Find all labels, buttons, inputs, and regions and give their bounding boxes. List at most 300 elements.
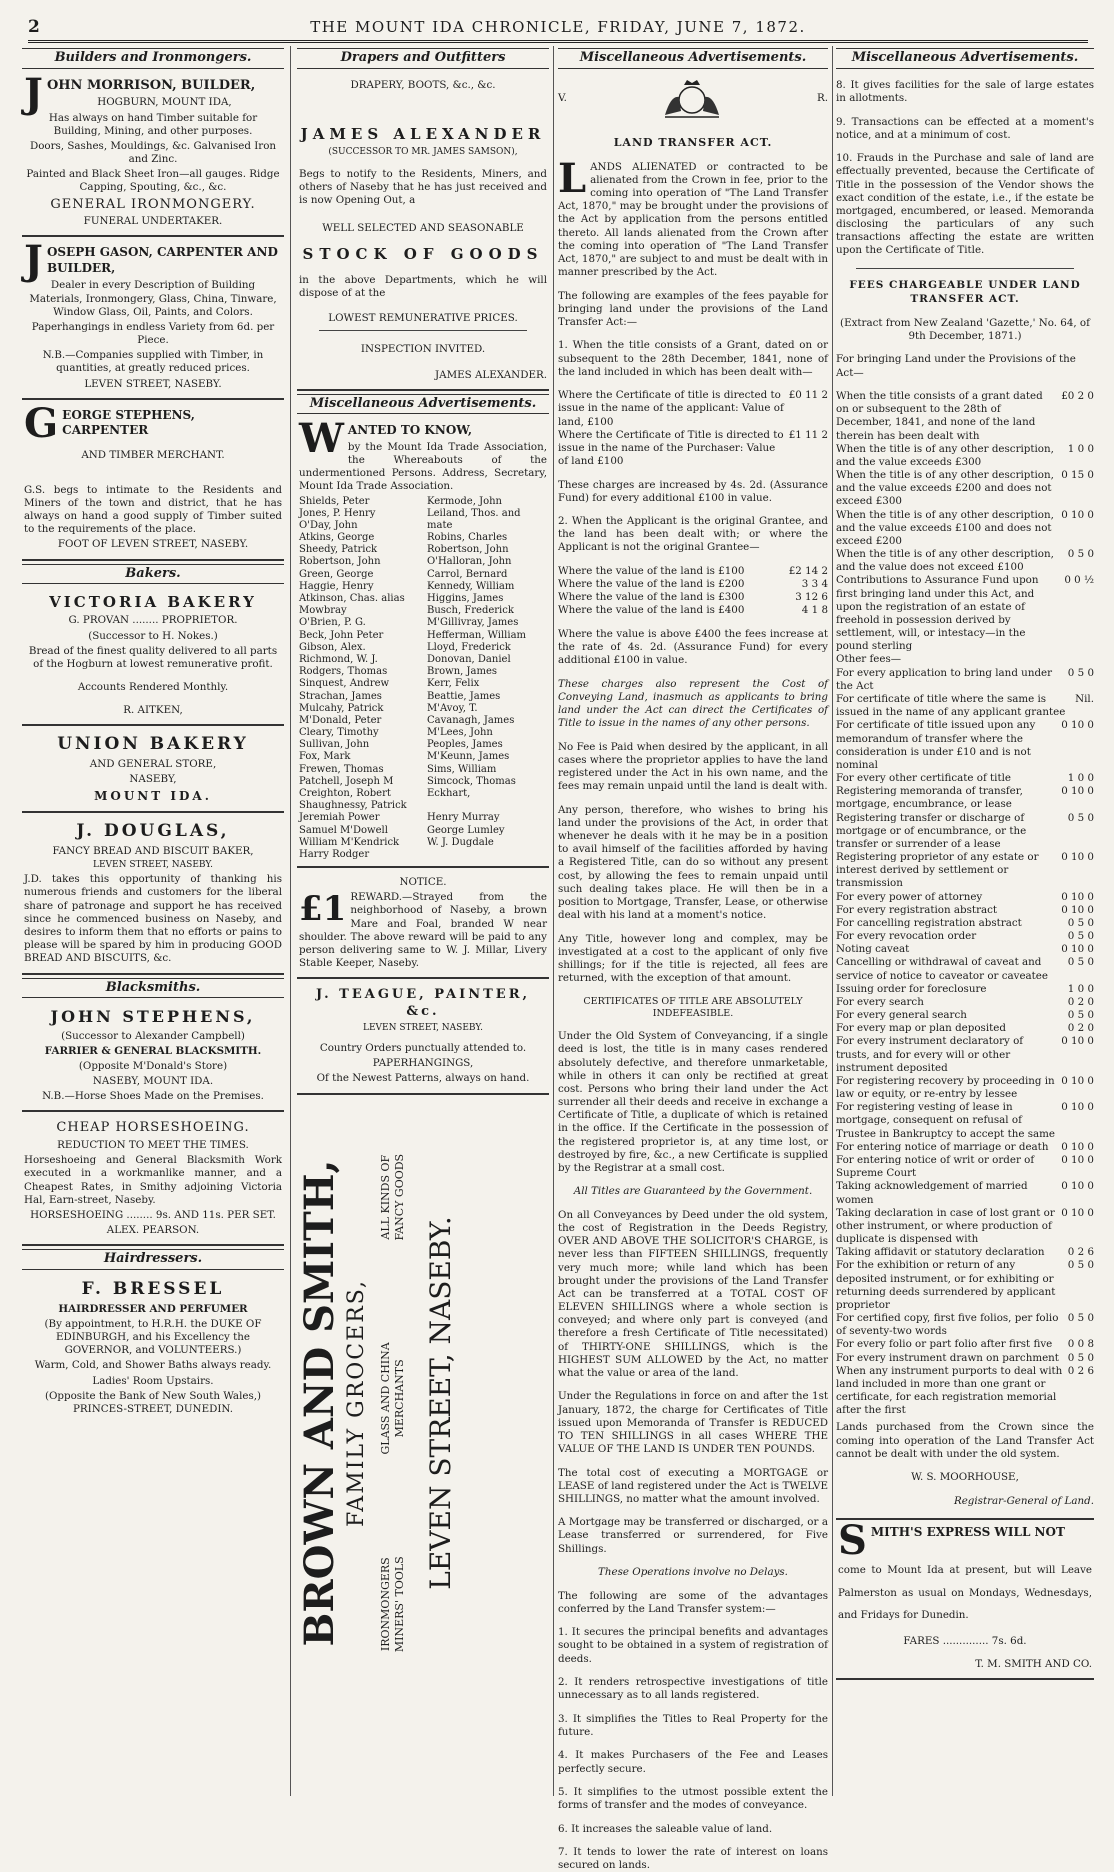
ad-sub: (By appointment, to H.R.H. the DUKE OF EDINBURGH, and his Excellency the GOVERNOR, and VOLUNTEERS.) xyxy=(44,1317,262,1357)
ad-douglas xyxy=(22,816,284,975)
fee-row xyxy=(836,904,1094,917)
ad-line: FUNERAL UNDERTAKER. xyxy=(83,215,223,228)
fee-amount: 0 10 0 xyxy=(1061,1035,1094,1048)
ad-name: UNION BAKERY xyxy=(57,734,249,755)
wanted-name: Henry Murray xyxy=(427,812,500,824)
section-hairdressers: Hairdressers. xyxy=(22,1249,284,1270)
wanted-name: Gibson, Alex. xyxy=(299,641,366,653)
fee-label: For every power of attorney xyxy=(836,890,983,903)
fee-row xyxy=(836,1246,1094,1259)
fee-row xyxy=(836,1312,1094,1338)
fee-amount: 0 2 0 xyxy=(1067,1022,1094,1035)
ad-wanted: W ANTED TO KNOW, by the Mount Ida Trade Association, the Whereabouts of the undermentioned Persons. Address, Secretary, Mount Ida Trade Association. Shields, Peter Kermode, John Jones, P. Henry Leiland, Thos. and O'Day, John mate Atkins, George Robins, Charles Sheedy, Patrick Robertson, John Robertson, John O'Halloran, John Green, George Carrol, Bernard Haggie, Henry Kennedy, William Atkinson, Chas. alias Higgins, James Mowbray Busch, Frederick O'Brien, P. G. M'Gillivray, James Beck, John Peter Hefferman, William Gibson, Alex. Lloyd, Frederick Richmond, W. J. Donovan, Daniel Rodgers, Thomas Brown, James Sinquest, Andrew Kerr, Felix Strachan, James Beattie, James Mulcahy, Patrick M'Avoy, T. M'Donald, Peter Cavanagh, James Cleary, Timothy M'Lees, John Sullivan, John Peoples, James Fox, Mark M'Keunn, James Frewen, Thomas Sims, William Patchell, Joseph M Simcock, Thomas Creighton, Robert Eckhart, Shaughnessy, Patrick Jeremiah Power Henry Murray Samuel M'Dowell George Lumley William M'Kendrick W. J. Dugdale Harry Rodger xyxy=(297,418,549,868)
ad-line: N.B.—Horse Shoes Made on the Premises. xyxy=(42,1090,264,1103)
wanted-name: Kermode, John xyxy=(427,495,502,507)
fee-amount: £2 14 2 xyxy=(788,564,828,577)
fee-label: Where the value of the land is £400 xyxy=(558,604,745,617)
ad-body: J.D. takes this opportunity of thanking his numerous friends and customers for the liberal share of patronage and support he has received since he commenced business on Naseby, and desires to inform them that no efforts or pains to please will be spared by him in producing GOOD BREAD AND BISCUITS, &c. xyxy=(24,873,282,965)
brown-smith-title: BROWN AND SMITH, xyxy=(296,1159,343,1647)
fee-row xyxy=(836,719,1094,772)
wanted-name: Robertson, John xyxy=(427,544,509,556)
fee-amount: 0 2 6 xyxy=(1067,1246,1094,1259)
ad-line: Accounts Rendered Monthly. xyxy=(77,681,229,694)
paragraph: These Operations involve no Delays. xyxy=(598,1566,788,1579)
ad-sub: MOUNT IDA. xyxy=(94,788,212,803)
wanted-name: Robertson, John xyxy=(299,556,381,568)
fee-row xyxy=(836,1352,1094,1365)
section-bakers: Bakers. xyxy=(22,564,284,585)
fee-row xyxy=(836,1180,1094,1206)
fee-schedule xyxy=(836,390,1094,1417)
fee-row xyxy=(836,943,1094,956)
fee-amount: 0 5 0 xyxy=(1067,1009,1094,1022)
ad-line: in the above Departments, which he will dispose of at the xyxy=(299,273,547,300)
fee-amount: 0 5 0 xyxy=(1067,930,1094,943)
ad-name: J. TEAGUE, PAINTER, &c. xyxy=(315,987,531,1019)
ad-sub: (Opposite M'Donald's Store) xyxy=(78,1059,228,1072)
wanted-name: Hefferman, William xyxy=(427,629,527,641)
fee-label: Taking affidavit or statutory declaration xyxy=(836,1246,1045,1259)
ad-line: HORSESHOEING ........ 9s. AND 11s. PER SET. xyxy=(30,1208,276,1221)
fee-label: Noting caveat xyxy=(836,943,910,956)
brown-smith-side: IRONMONGERS xyxy=(379,1556,392,1651)
ad-line: PAPERHANGINGS, xyxy=(372,1057,474,1070)
wanted-name: Harry Rodger xyxy=(299,848,370,860)
advantages-list xyxy=(558,1626,828,1872)
brown-smith-street: LEVEN STREET, NASEBY. xyxy=(424,1215,458,1590)
fee-label: For registering recovery by proceeding in law or equity, or re-entry by lessee xyxy=(836,1074,1055,1101)
ad-line: GENERAL IRONMONGERY. xyxy=(50,196,256,212)
ad-name: F. BRESSEL xyxy=(81,1278,225,1299)
fee-row xyxy=(836,1207,1094,1247)
fee-row xyxy=(558,604,828,617)
fee-label: For every search xyxy=(836,995,924,1008)
fee-label: Where the value of the land is £200 xyxy=(558,578,745,591)
fee-amount: 4 1 8 xyxy=(801,604,828,617)
paragraph: All Titles are Guaranteed by the Government. xyxy=(573,1185,813,1198)
fee-amount: 0 2 6 xyxy=(1067,1364,1094,1377)
wanted-name: Fox, Mark xyxy=(299,751,351,763)
paragraph: Any Title, however long and complex, may be investigated at a cost to the applicant of only five shillings; for if the title is rejected, all fees are returned, with the exception of that amount. xyxy=(558,932,828,985)
fee-amount: 0 10 0 xyxy=(1061,1154,1094,1166)
wanted-name: W. J. Dugdale xyxy=(427,836,494,848)
fee-row xyxy=(836,956,1094,982)
fee-label: For every application to bring land under the Act xyxy=(836,666,1053,692)
column-rule xyxy=(832,46,833,1796)
wanted-name xyxy=(427,800,547,812)
fee-amount: 0 10 0 xyxy=(1061,1206,1094,1219)
wanted-name: Rodgers, Thomas xyxy=(299,666,388,678)
section-builders: Builders and Ironmongers. xyxy=(22,48,284,69)
wanted-name: M'Gillivray, James xyxy=(427,617,519,629)
wanted-name: O'Day, John xyxy=(299,519,358,531)
fee-label: Taking acknowledgement of married women xyxy=(836,1180,1028,1206)
fee-label: When the title is of any other description, and the value exceeds £200 and does not exceed £300 xyxy=(836,469,1054,508)
wanted-name: Strachan, James xyxy=(299,690,382,702)
crest-letter: V. xyxy=(558,92,567,105)
list-item: 7. It tends to lower the rate of interest on loans secured on lands. xyxy=(558,1846,828,1872)
ad-body: Has always on hand Timber suitable for Building, Mining, and other purposes. xyxy=(48,111,258,137)
ad-teague xyxy=(297,982,549,1094)
wanted-name: Leiland, Thos. and xyxy=(427,507,521,519)
fee-label: When the title is of any other description, and the value exceeds £300 xyxy=(836,442,1054,468)
list-item: 10. Frauds in the Purchase and sale of land are effectually prevented, because the Certificate of Title in the possession of the Vendor shows the exact condition of the estate, i.e., if the estate be mortgaged, encumbered, or leased. Memoranda disclosing the particulars of any such transactions affecting the estate are written upon the Certificate of Title. xyxy=(836,152,1094,257)
brown-smith-side: MERCHANTS xyxy=(393,1358,407,1438)
fee-label: For certificate of title issued upon any memorandum of transfer where the consideration is under £10 and is not nominal xyxy=(836,719,1036,771)
fee-row xyxy=(558,565,828,578)
ad-name: OSEPH GASON, CARPENTER AND BUILDER, xyxy=(46,245,278,275)
ad-sub: NASEBY, MOUNT IDA. xyxy=(92,1075,214,1088)
paragraph: Under the Old System of Conveyancing, if a single deed is lost, the title is in many cases rendered absolutely defective, and therefore unmarketable, while in others it can only be rectified at great cost. Persons who bring their land under the Act surrender all their deeds and receive in exchange a Certificate of Title, a duplicate of which is retained in the office. If the Certificate in the possession of the registered proprietor is, at any time lost, or destroyed by fire, &c., a new Certificate is supplied by the Registrar at a small cost. xyxy=(558,1030,828,1174)
wanted-name: Robins, Charles xyxy=(427,532,508,544)
crest-letter: R. xyxy=(816,92,828,105)
ad-sub: AND GENERAL STORE, xyxy=(89,758,217,771)
section-blacksmiths: Blacksmiths. xyxy=(22,978,284,999)
section-misc: Miscellaneous Advertisements. xyxy=(558,48,828,69)
fee-label: For registering vesting of lease in mortgage, consequent on refusal of Trustee in Bankruptcy to accept the same xyxy=(836,1101,1056,1140)
fee-row xyxy=(558,578,828,591)
fee-amount: 0 10 0 xyxy=(1061,943,1094,956)
fee-label: When the title is of any other description, and the value does not exceed £100 xyxy=(836,548,1054,574)
ad-gason: J OSEPH GASON, CARPENTER AND BUILDER, Dealer in every Description of Building Materials, Ironmongery, Glass, China, Tinware, Window Glass, Oil, Paints, and Colors. Paperhangings in endless Variety from 6d. per Piece. N.B.—Companies supplied with Timber, in quantities, at greatly reduced prices. LEVEN STREET, NASEBY. xyxy=(22,240,284,399)
wanted-name: Eckhart, xyxy=(427,788,471,799)
page-number: 2 xyxy=(28,17,40,37)
fee-label: Registering memoranda of transfer, mortgage, encumbrance, or lease xyxy=(836,785,1023,811)
fee-label: For entering notice of writ or order of Supreme Court xyxy=(836,1154,1035,1180)
land-transfer-heading: LAND TRANSFER ACT. xyxy=(613,135,773,149)
ad-sub: HAIRDRESSER AND PERFUMER xyxy=(58,1302,248,1315)
ad-line: FOOT OF LEVEN STREET, NASEBY. xyxy=(57,538,249,551)
fee-list xyxy=(558,389,828,468)
ad-sub: AND TIMBER MERCHANT. xyxy=(81,448,225,461)
wanted-name: Donovan, Daniel xyxy=(427,653,511,665)
fee-row xyxy=(836,785,1094,811)
brown-smith-side: ALL KINDS OF xyxy=(379,1154,392,1240)
fee-list xyxy=(558,565,828,618)
paragraph: 1. When the title consists of a Grant, dated on or subsequent to the 28th December, 1841, none of the land included in which has been dealt with— xyxy=(558,339,828,378)
ad-name: VICTORIA BAKERY xyxy=(49,593,257,612)
fee-row xyxy=(558,591,828,604)
paragraph: These charges also represent the Cost of Conveying Land, inasmuch as applicants to bring land under the Act can direct the Certificates of Title to issue in the names of any other persons. xyxy=(558,677,828,730)
fee-label: For every registration abstract xyxy=(836,903,998,916)
wanted-name: Lloyd, Frederick xyxy=(427,641,511,653)
wanted-name: Higgins, James xyxy=(427,593,504,604)
fee-row xyxy=(836,891,1094,904)
fee-row xyxy=(836,390,1094,443)
wanted-name: O'Brien, P. G. xyxy=(299,617,366,629)
ad-sub: HOGBURN, MOUNT IDA, xyxy=(97,96,232,109)
paragraph: These charges are increased by 4s. 2d. (Assurance Fund) for every additional £100 in value. xyxy=(558,478,828,504)
fee-label: Where the value of the land is £300 xyxy=(558,591,745,604)
fee-label: Cancelling or withdrawal of caveat and service of notice to caveator or caveatee xyxy=(836,956,1048,982)
fee-row xyxy=(836,996,1094,1009)
fee-row xyxy=(836,851,1094,891)
wanted-name: Atkins, George xyxy=(299,532,375,544)
fee-label: For every folio or part folio after first five xyxy=(836,1338,1053,1351)
fee-amount: 3 3 4 xyxy=(801,578,828,591)
paragraph: The following are examples of the fees payable for bringing land under the provisions of the Land Transfer Act:— xyxy=(558,289,828,328)
wanted-name: Jones, P. Henry xyxy=(299,507,376,519)
wanted-name: Kennedy, William xyxy=(427,580,515,592)
wanted-name: Mulcahy, Patrick xyxy=(299,702,384,714)
ad-sub: REDUCTION TO MEET THE TIMES. xyxy=(57,1139,249,1152)
ad-name: EORGE STEPHENS, CARPENTER xyxy=(62,407,195,438)
ad-union xyxy=(22,729,284,812)
wanted-name: M'Lees, John xyxy=(427,727,493,739)
list-item: 8. It gives facilities for the sale of large estates in allotments. xyxy=(836,78,1094,105)
fee-amount: 0 2 0 xyxy=(1067,995,1094,1008)
ad-sub: LEVEN STREET, NASEBY. xyxy=(362,1022,484,1033)
fee-label: Contributions to Assurance Fund upon first bringing land under this Act, and upon the registration of an estate of freehold in possession derived by settlement, will, or intestacy—in the pound sterling xyxy=(836,574,1039,653)
fee-label: Where the Certificate of Title is directed to issue in the name of the Purchaser: Value of land £100 xyxy=(558,428,784,468)
fee-amount: 0 5 0 xyxy=(1067,1312,1094,1325)
wanted-name: Carrol, Bernard xyxy=(427,568,508,580)
fee-label: For every general search xyxy=(836,1009,967,1022)
wanted-name: Atkinson, Chas. alias xyxy=(299,593,405,604)
royal-crest-icon xyxy=(657,77,727,121)
ad-sub: FANCY BREAD AND BISCUIT BAKER, xyxy=(52,844,254,857)
wanted-name: Frewen, Thomas xyxy=(299,763,384,775)
notice-heading: NOTICE. xyxy=(399,876,447,889)
fee-amount: 0 10 0 xyxy=(1061,1180,1094,1193)
fee-amount: 0 15 0 xyxy=(1061,469,1094,482)
brown-smith-sub: FAMILY GROCERS, xyxy=(344,1278,369,1527)
ad-line: ALEX. PEARSON. xyxy=(106,1224,200,1237)
fees-source: (Extract from New Zealand 'Gazette,' No. 64, of 9th December, 1871.) xyxy=(840,316,1090,342)
ad-name: CHEAP HORSESHOEING. xyxy=(56,1120,250,1136)
wanted-name: Beck, John Peter xyxy=(299,629,384,641)
list-item: 4. It makes Purchasers of the Fee and Leases perfectly secure. xyxy=(558,1749,828,1775)
ad-sub: LEVEN STREET, NASEBY. xyxy=(92,859,214,870)
paragraph: LANDS ALIENATED or contracted to be alienated from the Crown in fee, prior to the coming into operation of "The Land Transfer Act, 1870," may be brought under the provisions of the Act by application from the persons entitled thereto. All lands alienated from the Crown after the coming into operation of "The Land Transfer Act, 1870," are subject to and must be dealt with in manner prescribed by the Act. xyxy=(558,154,828,279)
ad-name: ANTED TO KNOW, xyxy=(347,423,473,438)
column-2 xyxy=(297,46,549,1796)
fee-amount: 0 10 0 xyxy=(1061,851,1094,864)
ad-body: Bread of the finest quality delivered to all parts of the Hogburn at lowest remunerative profit. xyxy=(28,644,278,670)
fee-amount: 0 10 0 xyxy=(1061,1101,1094,1114)
fee-amount: £0 2 0 xyxy=(1061,390,1094,403)
fee-amount: 0 5 0 xyxy=(1067,548,1094,561)
advantages-list-cont xyxy=(836,79,1094,258)
wanted-name: Sheedy, Patrick xyxy=(299,544,378,556)
paragraph: Any person, therefore, who wishes to bring his land under the provisions of the Act, in order that whenever he deals with it he may be in a position to avail himself of the facilities afforded by having a Registered Title, can do so without any present cost, by allowing the fees to remain unpaid until such dealing takes place. He will then be in a position to Mortgage, Transfer, Lease, or otherwise deal with his land at a moment's notice. xyxy=(558,803,828,922)
fee-amount: 0 0 ½ xyxy=(1064,574,1094,587)
wanted-name: Creighton, Robert xyxy=(299,788,391,799)
ad-name: JAMES ALEXANDER xyxy=(300,125,546,144)
ad-sub: (Successor to Alexander Campbell) xyxy=(61,1029,245,1042)
ad-morrison: J OHN MORRISON, BUILDER, HOGBURN, MOUNT IDA, Has always on hand Timber suitable for Building, Mining, and other purposes. Doors, Sashes, Mouldings, &c. Galvanised Iron and Zinc. Painted and Black Sheet Iron—all gauges. Ridge Capping, Spouting, &c., &c. GENERAL IRONMONGERY. FUNERAL UNDERTAKER. xyxy=(22,73,284,238)
list-item: 2. It renders retrospective investigations of title unnecessary as to all lands registered. xyxy=(558,1676,828,1702)
fee-row xyxy=(836,812,1094,852)
fee-amount: £1 11 2 xyxy=(788,428,828,441)
fee-label: For every other certificate of title xyxy=(836,772,1011,785)
ad-name: JOHN STEPHENS, xyxy=(50,1007,256,1027)
section-misc: Miscellaneous Advertisements. xyxy=(297,394,549,415)
ad-body: Horseshoeing and General Blacksmith Work executed in a workmanlike manner, and a Cheapest Rates, in Smithy adjoining Victoria Hal, Earn-street, Naseby. xyxy=(24,1154,282,1206)
ad-stephens: G EORGE STEPHENS, CARPENTER AND TIMBER MERCHANT. G.S. begs to intimate to the Residents and Miners of the town and district, that he has always on hand a good supply of Timber suited to the requirements of the place. FOOT OF LEVEN STREET, NASEBY. xyxy=(22,403,284,561)
ad-jstephens xyxy=(22,1002,284,1112)
fee-row xyxy=(836,1141,1094,1154)
fee-label: For entering notice of marriage or death xyxy=(836,1140,1049,1153)
ad-line: FARES .............. 7s. 6d. xyxy=(903,1635,1027,1648)
list-item: 5. It simplifies to the utmost possible extent the forms of transfer and the modes of conveyance. xyxy=(558,1785,828,1812)
list-item: 9. Transactions can be effected at a moment's notice, and at a minimum of cost. xyxy=(836,115,1094,141)
fee-label: Where the Certificate of title is directed to issue in the name of the applicant: Value of land, £100 xyxy=(558,389,784,428)
fee-row xyxy=(836,1101,1094,1141)
wanted-name: Sinquest, Andrew xyxy=(299,678,390,690)
fee-amount: 0 0 8 xyxy=(1067,1338,1094,1351)
wanted-name: M'Avoy, T. xyxy=(427,702,478,714)
fee-row xyxy=(836,574,1094,653)
ad-alexander xyxy=(297,102,549,390)
ad-line: Warm, Cold, and Shower Baths always ready. xyxy=(34,1359,272,1372)
fee-row xyxy=(836,1365,1094,1418)
ad-sub: (SUCCESSOR TO MR. JAMES SAMSON), xyxy=(328,146,518,157)
fee-amount: 0 5 0 xyxy=(1067,956,1094,969)
notice-body: REWARD.—Strayed from the neighborhood of Naseby, a brown Mare and Foal, branded W near shoulder. The above reward will be paid to any person delivering same to W. J. Millar, Livery Stable Keeper, Naseby. xyxy=(299,891,547,970)
paragraph: The following are some of the advantages conferred by the Land Transfer system:— xyxy=(558,1589,828,1615)
wanted-name: Brown, James xyxy=(427,666,498,678)
fee-row xyxy=(836,1075,1094,1101)
ad-brown-and-smith xyxy=(297,1103,549,1713)
fee-row xyxy=(836,1022,1094,1035)
section-misc: Miscellaneous Advertisements. xyxy=(836,48,1094,69)
fee-amount: 1 0 0 xyxy=(1067,442,1094,455)
fee-row xyxy=(836,443,1094,469)
brown-smith-side: MINERS' TOOLS xyxy=(393,1555,407,1652)
ad-line: R. AITKEN, xyxy=(123,704,183,717)
column-1 xyxy=(22,46,284,1796)
ad-notice xyxy=(297,871,549,979)
fee-label: Registering transfer or discharge of mortgage or of encumbrance, or the transfer or surrender of a lease xyxy=(836,811,1027,850)
ad-line: WELL SELECTED AND SEASONABLE xyxy=(322,221,524,234)
fees-footer: Lands purchased from the Crown since the coming into operation of the Land Transfer Act cannot be dealt with under the old system. xyxy=(836,1421,1094,1460)
fee-label: When the title consists of a grant dated on or subsequent to the 28th of December, 1841, and none of the land therein has been dealt with xyxy=(836,390,1043,442)
fee-amount: 0 10 0 xyxy=(1061,890,1094,903)
ad-body: Country Orders punctually attended to. xyxy=(319,1042,527,1055)
fee-label: Other fees— xyxy=(836,653,902,666)
wanted-name: Haggie, Henry xyxy=(299,580,374,592)
wanted-name: Kerr, Felix xyxy=(427,678,480,690)
fee-amount: 0 10 0 xyxy=(1061,1074,1094,1087)
fee-row xyxy=(836,1009,1094,1022)
fee-row xyxy=(836,509,1094,549)
ad-body: Dealer in every Description of Building Materials, Ironmongery, Glass, China, Tinware, Window Glass, Oil, Paints, and Colors. xyxy=(29,279,277,318)
column-rule xyxy=(290,46,291,1796)
column-3 xyxy=(558,46,828,1872)
ad-sub: NASEBY, xyxy=(129,773,177,786)
ad-line: N.B.—Companies supplied with Timber, in quantities, at greatly reduced prices. xyxy=(42,349,264,375)
ad-line: Doors, Sashes, Mouldings, &c. Galvanised Iron and Zinc. xyxy=(29,139,277,166)
fees-intro: For bringing Land under the Provisions of the Act— xyxy=(836,353,1076,379)
ad-victoria xyxy=(22,588,284,726)
fees-heading: FEES CHARGEABLE UNDER LAND TRANSFER ACT. xyxy=(849,279,1081,305)
wanted-name: Cleary, Timothy xyxy=(299,727,379,739)
wanted-name: Green, George xyxy=(299,568,374,580)
fee-amount: 0 5 0 xyxy=(1067,1259,1094,1272)
wanted-name: Beattie, James xyxy=(427,690,501,702)
fee-amount: Nil. xyxy=(1075,692,1094,705)
ad-line: Of the Newest Patterns, always on hand. xyxy=(316,1072,530,1085)
fee-label: Registering proprietor of any estate or interest derived by settlement or transmission xyxy=(836,851,1039,890)
column-rule xyxy=(553,46,554,1796)
wanted-name xyxy=(427,849,547,861)
ad-smiths-express: S MITH'S EXPRESS WILL NOT come to Mount Ida at present, but will Leave Palmerston as usual on Mondays, Wednesdays, and Fridays for Dunedin. FARES .............. 7s. 6d. T. M. SMITH AND CO. xyxy=(836,1518,1094,1680)
fee-amount: 0 10 0 xyxy=(1061,508,1094,521)
paragraph-heading: CERTIFICATES OF TITLE ARE ABSOLUTELY INDEFEASIBLE. xyxy=(583,995,803,1019)
fee-label: Where the value of the land is £100 xyxy=(558,564,745,577)
signature-title: Registrar-General of Land. xyxy=(953,1494,1094,1507)
wanted-name: Shaughnessy, Patrick xyxy=(299,800,407,812)
fee-amount: £0 11 2 xyxy=(788,389,828,402)
wanted-name: Peoples, James xyxy=(427,739,503,751)
fee-row xyxy=(836,693,1094,719)
fee-label: For the exhibition or return of any deposited instrument, or for exhibiting or returning deeds surrendered by applicant proprietor xyxy=(836,1259,1056,1311)
wanted-name: Sims, William xyxy=(427,763,497,775)
ad-line: Painted and Black Sheet Iron—all gauges. Ridge Capping, Spouting, &c., &c. xyxy=(26,168,280,194)
fee-label: When any instrument purports to deal with land included in more than one grant or certificate, for each registration memorial after the first xyxy=(836,1364,1063,1417)
ad-sub: G. PROVAN ........ PROPRIETOR. xyxy=(68,614,238,627)
brown-smith-side: GLASS AND CHINA xyxy=(379,1341,392,1455)
wanted-name: M'Donald, Peter xyxy=(299,714,382,726)
fee-row xyxy=(836,653,1094,666)
wanted-names-list xyxy=(299,496,547,862)
drapers-subheading: DRAPERY, BOOTS, &c., &c. xyxy=(350,78,496,91)
fee-label: For every revocation order xyxy=(836,930,977,943)
fee-amount: 0 10 0 xyxy=(1061,785,1094,798)
paragraph: The total cost of executing a MORTGAGE or LEASE of land registered under the Act is TWELVE SHILLINGS, no matter what the amount involved. xyxy=(558,1466,828,1505)
fee-label: Taking declaration in case of lost grant or other instrument, or where production of duplicate is dispensed with xyxy=(836,1206,1055,1246)
fee-row xyxy=(836,548,1094,574)
notice-amount: £1 xyxy=(299,889,347,930)
wanted-name: Cavanagh, James xyxy=(427,714,515,726)
ad-line: LEVEN STREET, NASEBY. xyxy=(84,377,222,390)
ad-pearson xyxy=(22,1115,284,1246)
ad-line: LOWEST REMUNERATIVE PRICES. xyxy=(328,312,518,325)
wanted-name: George Lumley xyxy=(427,824,505,836)
ad-name: OHN MORRISON, BUILDER, xyxy=(46,77,256,93)
wanted-name: Richmond, W. J. xyxy=(299,653,378,665)
ad-body: by the Mount Ida Trade Association, the Whereabouts of the undermentioned Persons. Address, Secretary, Mount Ida Trade Association. xyxy=(299,440,547,493)
fee-row xyxy=(836,930,1094,943)
fee-row xyxy=(558,389,828,429)
fee-row xyxy=(836,917,1094,930)
fee-row xyxy=(836,1035,1094,1075)
fee-amount: 0 10 0 xyxy=(1061,719,1094,732)
fee-label: For certified copy, first five folios, per folio of seventy-two words xyxy=(836,1312,1059,1338)
fee-amount: 0 10 0 xyxy=(1061,1140,1094,1153)
fee-amount: 0 10 0 xyxy=(1061,903,1094,916)
paragraph: Where the value is above £400 the fees increase at the rate of 4s. 2d. (Assurance Fund) for every additional £100 in value. xyxy=(558,627,828,667)
fee-row xyxy=(836,1338,1094,1351)
masthead xyxy=(28,14,1088,43)
fee-amount: 3 12 6 xyxy=(795,591,828,604)
signature-name: W. S. MOORHOUSE, xyxy=(911,1471,1019,1484)
paragraph: A Mortgage may be transferred or discharged, or a Lease transferred or surrendered, for Five Shillings. xyxy=(558,1516,828,1555)
wanted-name: Busch, Frederick xyxy=(427,605,514,617)
paragraph: No Fee is Paid when desired by the applicant, in all cases where the proprietor applies to have the land registered under the Act in his own name, and the fees may remain unpaid until the land is dealt with. xyxy=(558,740,828,793)
fee-row xyxy=(836,1259,1094,1312)
fee-label: For every instrument drawn on parchment xyxy=(836,1351,1059,1364)
fee-row xyxy=(836,983,1094,996)
ad-line: STOCK OF GOODS xyxy=(302,244,544,263)
column-4 xyxy=(836,46,1094,1796)
wanted-name: William M'Kendrick xyxy=(299,836,400,848)
list-item: 1. It secures the principal benefits and advantages sought to be obtained in a system of registration of deeds. xyxy=(558,1626,828,1665)
fee-label: For every map or plan deposited xyxy=(836,1022,1006,1035)
wanted-name: Sullivan, John xyxy=(299,739,370,751)
fee-amount xyxy=(1091,653,1094,666)
